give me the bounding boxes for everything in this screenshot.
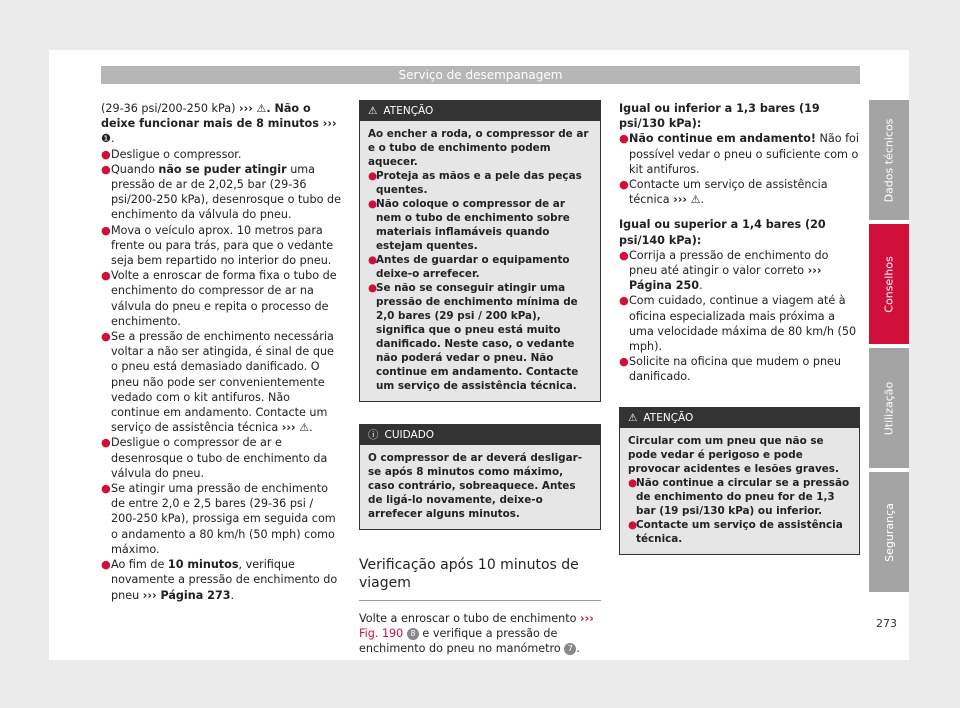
list-item xyxy=(101,435,341,481)
tab-label: Utilização xyxy=(882,381,896,435)
warning-item xyxy=(368,169,592,197)
ref-arrow[interactable]: ››› xyxy=(673,193,688,207)
text: (29-36 psi/200-250 kPa) xyxy=(101,102,240,115)
ref-arrow[interactable]: ››› xyxy=(239,102,253,115)
text: Se atingir uma pressão de enchimento de entre 2,0 e 2,5 bares (29-36 psi / 200-250 kPa), prossiga em seguida com o andamento a 80 km/h (50 mph) como máximo. xyxy=(111,482,336,556)
tab-label: Dados técnicos xyxy=(882,118,896,202)
list-item: ● Se a pressão de enchimento necessária voltar a não ser atingida, é sinal de que o pneu está demasiado danificado. O pneu não pode ser convenientemente vedado com o kit antifuros. Não continue em andamento. Contacte um serviço de assistência técnica ››› ⚠. xyxy=(101,330,334,435)
text: . Não o deixe funcionar mais de 8 minutos xyxy=(101,102,323,131)
text: Mova o veículo aprox. 10 metros para frente ou para trás, para que o vedante seja bem repartido no interior do pneu. xyxy=(111,223,334,268)
caution-label: CUIDADO xyxy=(384,429,435,441)
text: não se puder atingir xyxy=(158,162,287,176)
bullet-icon: ● xyxy=(101,223,111,237)
page-link[interactable]: Página 273 xyxy=(156,588,231,602)
ref-arrow[interactable]: ››› xyxy=(142,588,157,602)
bullet-icon: ● xyxy=(101,558,111,572)
callout-number: 7 xyxy=(564,643,576,655)
section-title: Verificação após 10 minutos de viagem xyxy=(359,557,579,591)
ref-arrow[interactable]: ››› xyxy=(807,264,822,278)
bullet-icon: ● xyxy=(101,269,111,283)
warning-triangle-icon: ⚠ xyxy=(690,193,701,207)
text: Corrija a pressão de enchimento do pneu até atingir o valor correto xyxy=(629,248,829,278)
text: Contacte um serviço de assistência técnica. xyxy=(636,518,843,545)
bullet-icon: ● xyxy=(628,476,638,489)
tab-seguranca[interactable] xyxy=(869,472,909,592)
text: 10 minutos xyxy=(167,558,239,572)
bullet-icon: ● xyxy=(368,254,378,266)
list-item xyxy=(101,147,341,162)
list-item xyxy=(619,293,860,354)
bullet-icon: ● xyxy=(619,355,629,369)
bullet-icon: ● xyxy=(101,162,111,176)
warning-item xyxy=(368,281,592,393)
callout-number: 8 xyxy=(407,628,419,640)
list-item xyxy=(101,481,341,557)
subheading: Igual ou inferior a 1,3 bares (19 psi/130 kPa): xyxy=(619,102,820,131)
bullet-icon: ● xyxy=(368,170,378,182)
warning-box xyxy=(619,407,860,555)
list-item xyxy=(101,162,341,223)
page-link[interactable]: Página 250 xyxy=(629,279,700,293)
text: Proteja as mãos e a pele das peças quentes. xyxy=(376,170,582,196)
bullet-icon: ● xyxy=(619,248,629,262)
text: Não continue a circular se a pressão de enchimento do pneu for de 1,3 bar (19 psi/130 kPa) ou inferior. xyxy=(636,476,850,517)
text: Não continue em andamento! xyxy=(629,132,816,146)
warning-box-body xyxy=(620,428,859,554)
list-item xyxy=(101,223,341,269)
warning-box-header xyxy=(360,101,600,121)
text: . xyxy=(230,588,235,602)
warning-triangle-icon: ⚠ xyxy=(368,105,378,117)
text: uma pressão de ar de 2,02,5 bar (29-36 psi/200-250 kPa), desenrosque o tubo de enchimento da válvula do pneu. xyxy=(111,162,341,222)
bullet-icon: ● xyxy=(101,147,111,161)
caution-text: O compressor de ar deverá desligar-se após 8 minutos como máximo, caso contrário, sobreaquece. Antes de ligá-lo novamente, deixe-o arrefecer alguns minutos. xyxy=(368,452,583,520)
bullet-icon: ● xyxy=(368,198,378,210)
text: Volte a enroscar o tubo de enchimento xyxy=(359,612,581,625)
subheading: Igual ou superior a 1,4 bares (20 psi/140 kPa): xyxy=(619,218,826,247)
warning-intro: Circular com um pneu que não se pode vedar é perigoso e pode provocar acidentes e lesões graves. xyxy=(628,434,839,475)
list-item xyxy=(101,268,341,329)
warning-triangle-icon: ⚠ xyxy=(299,421,310,435)
tab-label: Segurança xyxy=(882,502,896,562)
text: Se não se conseguir atingir uma pressão de enchimento mínima de 2,0 bares (29 psi / 200 kPa), significa que o pneu está muito danificado. Neste caso, o vedante não poderá vedar o pneu. Não continue em andamento. Contacte um serviço de assistência técnica. xyxy=(376,282,579,392)
caution-box-header xyxy=(360,425,600,445)
warning-intro: Ao encher a roda, o compressor de ar e o tubo de enchimento podem aquecer. xyxy=(368,128,589,168)
section-paragraph xyxy=(359,611,601,657)
tab-label: Conselhos xyxy=(882,255,896,313)
ref-arrow[interactable]: ››› xyxy=(322,117,337,131)
text: Antes de guardar o equipamento deixe-o arrefecer. xyxy=(376,254,570,280)
text: Com cuidado, continue a viagem até à oficina especializada mais próxima a uma velocidade máxima de 80 km/h (50 mph). xyxy=(629,294,857,354)
text: . xyxy=(576,642,580,656)
text: Contacte um serviço de assistência técnica xyxy=(629,178,828,207)
text: Solicite na oficina que mudem o pneu danificado. xyxy=(629,355,842,384)
warning-box-header xyxy=(620,408,859,428)
text: Não foi possível vedar o pneu o suficiente com o kit antifuros. xyxy=(629,132,860,176)
list-item xyxy=(619,131,860,177)
warning-box xyxy=(359,100,601,402)
text: Se a pressão de enchimento necessária voltar a não ser atingida, é sinal de que o pneu está demasiado danificado. O pneu não pode ser convenientemente vedado com o kit antifuros. Não continue em andamento. Contacte um serviço de assistência técnica xyxy=(111,330,334,435)
text: Desligue o compressor de ar e desenrosque o tubo de enchimento da válvula do pneu. xyxy=(111,436,328,480)
column-2 xyxy=(359,100,601,657)
figure-link[interactable]: Fig. 190 xyxy=(359,627,404,641)
divider xyxy=(359,600,601,601)
warning-item xyxy=(628,518,851,546)
caution-box xyxy=(359,424,601,530)
warning-item xyxy=(368,197,592,253)
bullet-icon: ● xyxy=(619,178,629,192)
bullet-icon: ● xyxy=(368,282,378,294)
text: , verifique novamente a pressão de enchimento do pneu xyxy=(111,558,338,602)
warning-item xyxy=(628,476,851,518)
info-icon: ❶ xyxy=(101,132,112,146)
tab-utilizacao[interactable] xyxy=(869,348,909,468)
text: Ao fim de xyxy=(111,558,168,572)
bullet-icon: ● xyxy=(101,436,111,450)
bullet-icon: ● xyxy=(619,294,629,308)
column-3 xyxy=(619,101,860,555)
bullet-icon: ● xyxy=(101,330,111,344)
ref-arrow[interactable]: ››› xyxy=(580,612,594,625)
caution-box-body xyxy=(360,445,600,529)
text: . xyxy=(699,279,703,293)
tab-conselhos[interactable] xyxy=(869,224,909,344)
warning-label: ATENÇÃO xyxy=(383,105,434,117)
page-number: 273 xyxy=(876,617,897,630)
page-header: Serviço de desempanagem xyxy=(101,66,860,84)
warning-item xyxy=(368,253,592,281)
warning-triangle-icon: ⚠ xyxy=(628,411,638,424)
tab-dados-tecnicos[interactable] xyxy=(869,100,909,220)
intro-paragraph: (29-36 psi/200-250 kPa) ››› ⚠. Não o deixe funcionar mais de 8 minutos ››› ❶. xyxy=(101,102,337,146)
warning-label: ATENÇÃO xyxy=(643,411,694,424)
column-1 xyxy=(101,101,341,603)
list-item xyxy=(619,354,860,384)
text: Não coloque o compressor de ar nem o tubo de enchimento sobre materiais inflamáveis quando estejam quentes. xyxy=(376,198,570,252)
text: Volte a enroscar de forma fixa o tubo de enchimento do compressor de ar na válvula do pneu e repita o processo de enchimento. xyxy=(111,269,337,328)
bullet-icon: ● xyxy=(619,132,629,146)
bullet-icon: ● xyxy=(628,518,638,531)
text: Quando xyxy=(111,162,159,176)
warning-triangle-icon: ⚠ xyxy=(256,102,267,115)
bullet-icon: ● xyxy=(101,482,111,496)
list-item xyxy=(101,557,341,603)
caution-icon: ⓘ xyxy=(368,429,379,441)
ref-arrow[interactable]: ››› xyxy=(281,421,296,435)
warning-box-body xyxy=(360,121,600,401)
text: Desligue o compressor. xyxy=(111,147,242,161)
list-item: ● Contacte um serviço de assistência técnica ››› ⚠. xyxy=(619,178,828,207)
text: e verifique a pressão de enchimento do pneu no manómetro xyxy=(359,627,565,656)
list-item xyxy=(619,248,860,294)
